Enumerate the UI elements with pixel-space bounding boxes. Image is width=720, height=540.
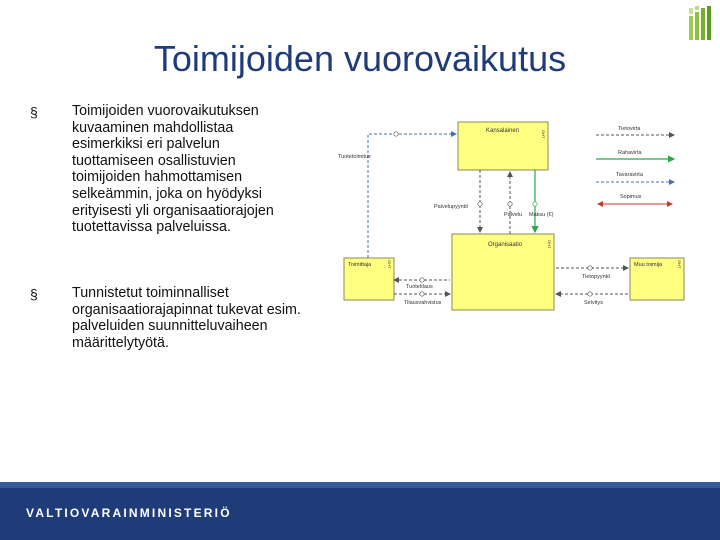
box-label: Toimittaja (348, 262, 372, 268)
footer-bar (0, 488, 720, 540)
flow-maksu (529, 170, 554, 232)
flow-label: Tilausvahvistus (404, 300, 442, 306)
legend (596, 126, 674, 204)
box-tag: OHT (677, 260, 682, 269)
flow-palvelupyynto (434, 170, 482, 232)
flow-palvelu (504, 172, 522, 234)
legend-label: Tietovirta (618, 126, 641, 132)
page-title: Toimijoiden vuorovaikutus (153, 38, 567, 79)
box-label: Organisaatio (488, 242, 523, 248)
bullet-text-1: Toimijoiden vuorovaikutuksen kuvaaminen mahdollistaa esimerkiksi eri palvelun tuottamiseen osallistuvien toimijoiden hahmottamisen selkeämmin, joka on hyödyksi erityisesti yli organisaatiorajojen tuotettavissa palveluissa. (72, 103, 274, 236)
flow-label: Tietopyyntö (582, 274, 611, 280)
interaction-diagram (330, 110, 690, 320)
flow-label: Palvelu (504, 212, 523, 218)
flow-tilausvahvistus (394, 292, 450, 306)
box-tag: OHT (541, 130, 546, 139)
flow-label: Tuotetilaus (406, 284, 433, 290)
box-muu-toimija (630, 258, 684, 300)
bullet-marker: § (30, 104, 38, 120)
flow-tuotetilaus (394, 278, 450, 290)
box-toimittaja (344, 258, 394, 300)
box-tag: OHT (547, 240, 552, 249)
legend-label: Sopimus (620, 194, 642, 200)
flow-label: Selvitys (584, 300, 603, 306)
box-kansalainen (458, 122, 548, 170)
flow-label: Palvelupyyntö (434, 204, 469, 210)
box-label: Muu toimija (634, 262, 663, 268)
flow-tietopyynto (556, 266, 628, 280)
flow-tuotetoimitus (338, 132, 456, 258)
flow-label: Tuotetoimitus (338, 154, 371, 160)
box-label: Kansalainen (486, 128, 520, 134)
box-organisaatio (452, 234, 554, 310)
flow-label: Maksu (€) (529, 212, 554, 218)
legend-label: Rahavirta (618, 150, 642, 156)
footer-organization: VALTIOVARAINMINISTERIÖ (26, 506, 232, 520)
bullet-marker: § (30, 286, 38, 302)
box-tag: OHT (387, 260, 392, 269)
bullet-text-2: Tunnistetut toiminnalliset organisaatiorajapinnat tukevat esim. palveluiden suunnitteluvaiheen määrittelytyötä. (72, 285, 301, 351)
legend-label: Tavaravirta (616, 172, 643, 178)
flow-selvitys (556, 292, 628, 306)
